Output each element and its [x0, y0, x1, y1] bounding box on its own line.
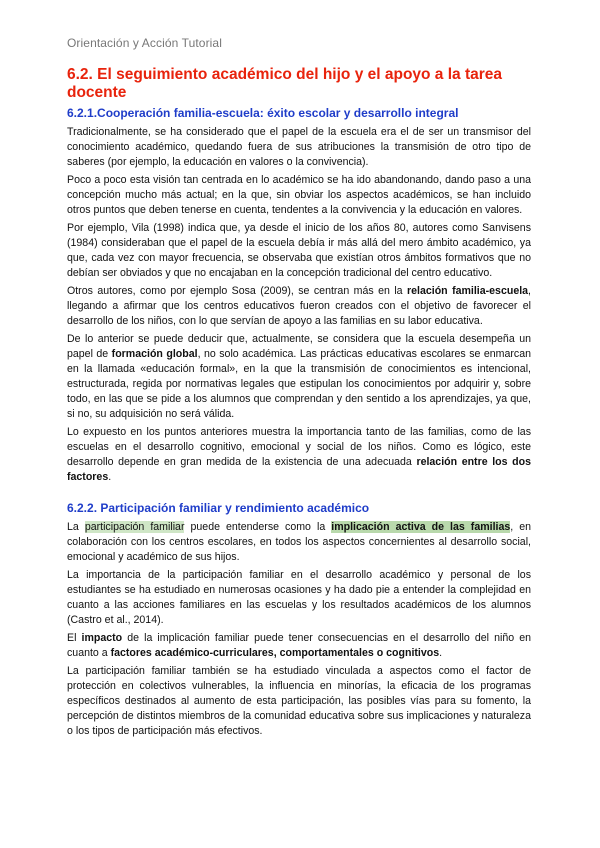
paragraph: Tradicionalmente, se ha considerado que el papel de la escuela era el de ser un transmisor del conocimiento académico, quedando fuera de sus atribuciones la transmisión de otro tipo de saberes (por ejemplo, la educación en valores o la convivencia).	[67, 126, 531, 168]
paragraph	[67, 332, 531, 422]
text-run: , no solo académica. Las prácticas educativas escolares se enmarcan en la llamada «educación formal», en la que la transmisión de conocimientos es intencional, estructurada, regida por normativas legales que estipulan los conocimientos por adquirir y, sobre todo, en las que se pide a los alumnos que comprendan y den sentido a los aprendizajes, ya que, si no, su adquisición no será válida.	[67, 348, 531, 420]
paragraph	[67, 631, 531, 661]
text-run: La	[67, 521, 85, 533]
text-run: .	[108, 471, 112, 483]
paragraph: Por ejemplo, Vila (1998) indica que, ya desde el inicio de los años 80, autores como Sanvisens (1984) consideraban que el papel de la escuela debía ir más allá del mero ámbito académico, ya que, cada vez con mayor frecuencia, se observaba que existían otros ámbitos formativos que no debían ser obviados y que no encajaban en la concepción tradicional del centro educativo.	[67, 222, 531, 279]
paragraph: La importancia de la participación familiar en el desarrollo académico y personal de los estudiantes se ha estudiado en numerosas ocasiones y ha dado pie a entender la complejidad en cuanto a las acciones familiares en las escuelas y los resultados académicos de los alumnos (Castro et al., 2014).	[67, 569, 531, 626]
bold-term: relación familia-escuela	[407, 285, 529, 297]
text-run: puede entenderse como la	[184, 521, 332, 533]
bold-term: formación global	[111, 348, 198, 360]
text-run: Lo expuesto en los puntos anteriores muestra la importancia tanto de las familias, como de las escuelas en el desarrollo cognitivo, emocional y social de los niños. Como es lógico, este desarrollo depende en gran medida de la existencia de una adecuada	[67, 426, 531, 468]
text-run: .	[439, 647, 443, 659]
text-run: De lo anterior se puede deducir que, actualmente, se considera que la escuela desempeña un papel de	[67, 333, 531, 360]
page-header: Orientación y Acción Tutorial	[67, 36, 222, 50]
text-run: de la implicación familiar puede tener consecuencias en el desarrollo del niño en cuanto a	[67, 632, 531, 659]
highlighted-bold-term: implicación activa de las familias	[331, 521, 511, 533]
paragraph: La participación familiar también se ha estudiado vinculada a aspectos como el factor de protección en colectivos vulnerables, la influencia en minorías, la eficacia de los programas específicos destinados al aumento de esta participación, las posibles vías para su fomento, la percepción de distintos miembros de la comunidad educativa sobre sus implicaciones y naturaleza o los tipos de participación más efectivos.	[67, 665, 531, 737]
paragraph	[67, 520, 531, 565]
bold-term: factores académico-curriculares, comportamentales o cognitivos	[110, 647, 440, 659]
text-run: , llegando a afirmar que los centros educativos fueron creados con el objetivo de favorecer el desarrollo de los niños, con lo que servían de apoyo a las familias en su labor educativa.	[67, 285, 531, 327]
section-title: 6.2. El seguimiento académico del hijo y el apoyo a la tarea docente	[67, 66, 503, 101]
paragraph	[67, 425, 531, 485]
bold-term: relación entre los dos factores	[67, 456, 531, 483]
text-run: , en colaboración con los centros escolares, en todos los aspectos concernientes al desarrollo social, emocional y académico de sus hijos.	[67, 521, 532, 563]
paragraph	[67, 284, 531, 329]
text-run: Otros autores, como por ejemplo Sosa (2009), se centran más en la	[67, 285, 408, 297]
text-run: El	[67, 632, 82, 644]
document-body	[67, 106, 531, 742]
paragraph: Poco a poco esta visión tan centrada en lo académico se ha ido abandonando, dando paso a una concepción mucho más actual; en la que, sin obviar los aspectos académicos, se han incluido otros puntos que deben tenerse en cuenta, tendentes a la convivencia y la educación en valores.	[67, 174, 531, 216]
subsection-heading-6-2-1: 6.2.1.Cooperación familia-escuela: éxito escolar y desarrollo integral	[67, 106, 459, 120]
highlighted-term: participación familiar	[84, 521, 185, 533]
bold-term: impacto	[81, 632, 123, 644]
subsection-heading-6-2-2: 6.2.2. Participación familiar y rendimiento académico	[67, 501, 370, 515]
